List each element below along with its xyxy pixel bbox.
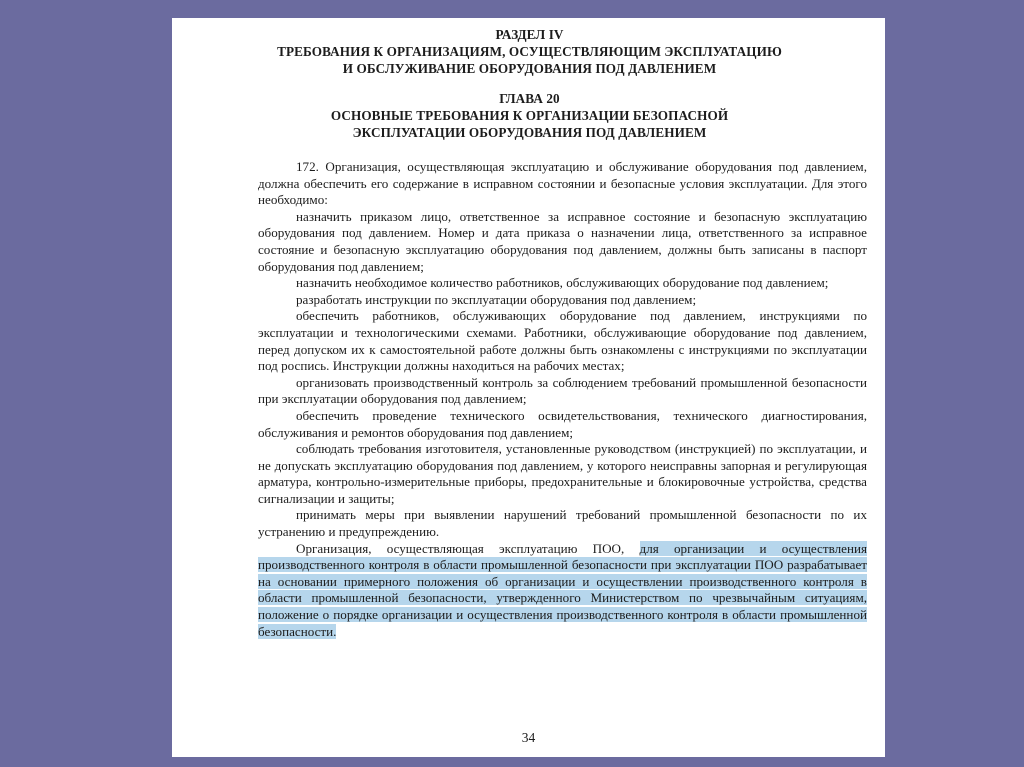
paragraph-organization-poo [258,541,867,641]
paragraph-172-intro: 172. Организация, осуществляющая эксплуатацию и обслуживание оборудования под давлением, должна обеспечить его содержание в исправном состоянии и безопасные условия эксплуатации. Для этого необходимо: [258,159,867,208]
section-heading [186,26,873,77]
paragraph-examination: обеспечить проведение технического освидетельствования, технического диагностирования, обслуживания и ремонтов оборудования под давлением; [258,407,867,440]
document-page [172,18,885,757]
highlighted-text-selection[interactable]: для организации и осуществления производственного контроля в области промышленной безопасности при эксплуатации ПОО разрабатывает на основании примерного положения об организации и осуществлении производственного контроля в области промышленной безопасности, утвержденного Министерством по чрезвычайным ситуациям, положение о порядке организации и осуществления производственного контроля в области промышленной безопасности. [258,540,867,639]
paragraph-plain-text: Организация, осуществляющая эксплуатацию ПОО, [296,540,640,556]
chapter-number: ГЛАВА 20 [499,91,560,106]
chapter-title-line-2: ЭКСПЛУАТАЦИИ ОБОРУДОВАНИЯ ПОД ДАВЛЕНИЕМ [352,125,707,140]
paragraph-develop-instructions: разработать инструкции по эксплуатации оборудования под давлением; [296,291,697,307]
paragraph-manufacturer-requirements: соблюдать требования изготовителя, установленные руководством (инструкцией) по эксплуатации, и не допускать эксплуатацию оборудования под давлением, у которого неисправны запорная и регулирующая арматура, контрольно-измерительные приборы, предохранительные и блокировочные устройства, средства сигнализации и защиты; [258,441,867,506]
paragraph-provide-instructions: обеспечить работников, обслуживающих оборудование под давлением, инструкциями по эксплуатации и технологическими схемами. Работники, обслуживающие оборудование под давлением, перед допуском их к самостоятельной работе должны быть ознакомлены с инструкциями по эксплуатации под роспись. Инструкции должны находиться на рабочих местах; [258,308,867,374]
section-title-line-1: ТРЕБОВАНИЯ К ОРГАНИЗАЦИЯМ, ОСУЩЕСТВЛЯЮЩИМ ЭКСПЛУАТАЦИЮ [277,44,782,59]
paragraph-appoint-responsible: назначить приказом лицо, ответственное за исправное состояние и безопасную эксплуатацию оборудования под давлением. Номер и дата приказа о назначении лица, ответственного за исправное состояние и безопасную эксплуатацию оборудования под давлением, должны быть записаны в паспорт оборудования под давлением; [258,208,867,274]
section-title-line-2: И ОБСЛУЖИВАНИЕ ОБОРУДОВАНИЯ ПОД ДАВЛЕНИЕМ [342,61,717,76]
page-number: 34 [521,730,536,745]
paragraph-take-measures: принимать меры при выявлении нарушений требований промышленной безопасности по их устранению и предупреждению. [258,507,867,540]
chapter-heading [186,90,873,141]
document-body [258,159,867,640]
section-number: РАЗДЕЛ IV [495,27,564,42]
paragraph-production-control: организовать производственный контроль за соблюдением требований промышленной безопасности при эксплуатации оборудования под давлением; [258,374,867,407]
chapter-title-line-1: ОСНОВНЫЕ ТРЕБОВАНИЯ К ОРГАНИЗАЦИИ БЕЗОПАСНОЙ [330,108,729,123]
paragraph-appoint-workers: назначить необходимое количество работников, обслуживающих оборудование под давлением; [296,275,829,291]
